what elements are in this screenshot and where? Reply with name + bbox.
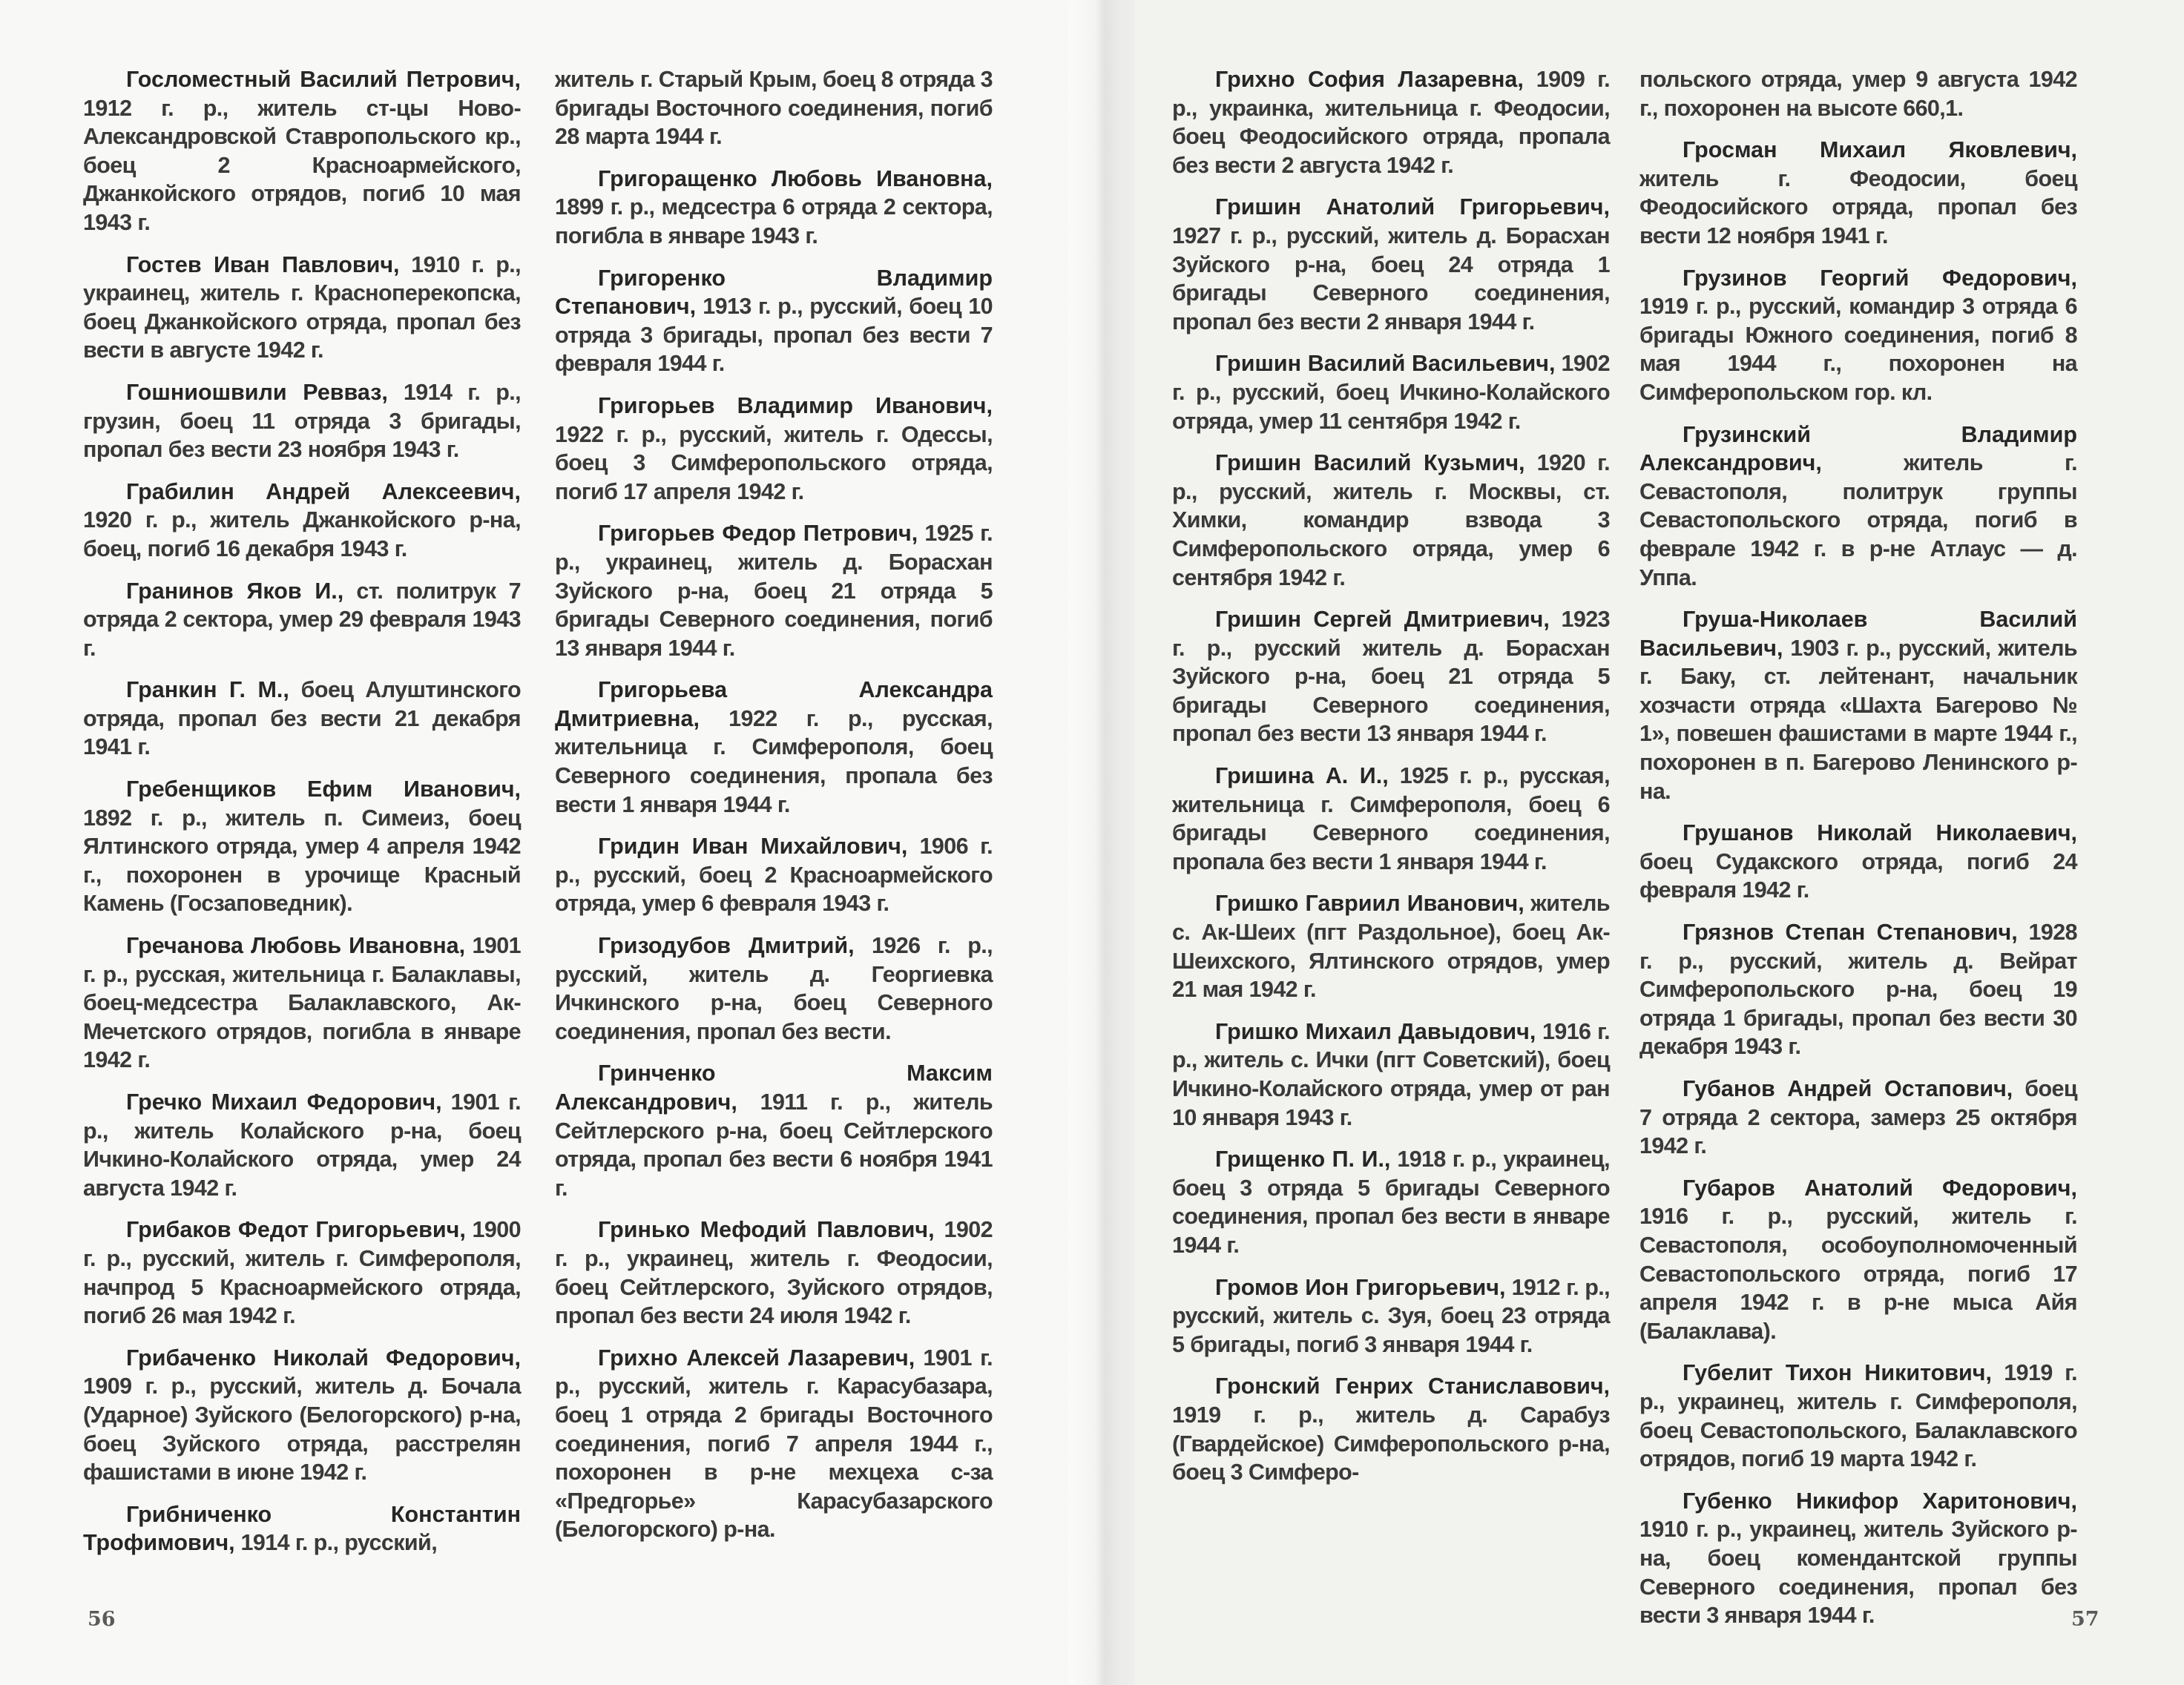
memorial-entry (83, 577, 521, 663)
memorial-entry (1172, 889, 1610, 1003)
entry-name: Гризодубов Дмитрий, (598, 933, 855, 959)
entry-text: 1900 г. р., русский, житель г. Симферополя, начпрод 5 Красноармейского отряда, погиб 26 мая 1942 г. (83, 1217, 521, 1329)
entry-name: Гросман Михаил Яковлевич, (1683, 137, 2077, 163)
memorial-entry (1639, 605, 2077, 805)
entry-text: 1901 г. р., житель Колайского р-на, боец Ичкино-Колайского отряда, умер 24 августа 1942 г. (83, 1089, 521, 1201)
entry-name: Губенко Никифор Харитонович, (1683, 1488, 2077, 1514)
memorial-entry (555, 1216, 993, 1330)
entry-name: Губаров Анатолий Федорович, (1683, 1175, 2077, 1201)
memorial-entry (555, 264, 993, 378)
entry-text: 1901 г. р., русский, житель г. Карасубазара, боец 1 отряда 2 бригады Восточного соединения, погиб 7 апреля 1944 г., похоронен в р-не мехцеха с-за «Предгорье» Карасубазарского (Белогорского) р-на. (555, 1345, 993, 1543)
entry-name: Грабилин Андрей Алексеевич, (126, 478, 521, 504)
entry-text: 1916 г. р., житель с. Ички (пгт Советский), боец Ичкино-Колайского отряда, умер от ран 10 января 1943 г. (1172, 1018, 1610, 1130)
memorial-entry (1639, 264, 2077, 407)
memorial-entry (83, 478, 521, 564)
entry-name: Грищенко П. И., (1215, 1147, 1391, 1173)
memorial-entry (1639, 918, 2077, 1061)
entry-text: 1911 г. р., житель Сейтлерского р-на, боец Сейтлерского отряда, пропал без вести 6 ноября 1941 г. (555, 1089, 993, 1201)
entry-text: 1902 г. р., русский, боец Ичкино-Колайского отряда, умер 11 сентября 1942 г. (1172, 351, 1610, 434)
entry-name: Григорьева Александра Дмитриевна, (555, 677, 993, 731)
memorial-entry (555, 931, 993, 1046)
memorial-entry (1172, 762, 1610, 876)
memorial-entry (83, 676, 521, 762)
entry-text: боец 7 отряда 2 сектора, замерз 25 октября 1942 г. (1639, 1076, 2077, 1159)
entry-name: Грушанов Николай Николаевич, (1683, 820, 2077, 846)
memorial-entry (1172, 65, 1610, 179)
entry-text: 1919 г. р., житель д. Сарабуз (Гвардейское) Симферопольского р-на, боец 3 Симферо- (1172, 1402, 1610, 1485)
memorial-entry (83, 1216, 521, 1330)
entry-name: Грихно София Лазаревна, (1215, 67, 1524, 92)
entry-text: польского отряда, умер 9 августа 1942 г., похоронен на высоте 660,1. (1639, 67, 2077, 121)
memorial-entry (83, 1500, 521, 1557)
memorial-entry (555, 676, 993, 819)
entry-text: 1912 г. р., житель ст-цы Ново-Александровской Ставропольского кр., боец 2 Красноармейского, Джанкойского отрядов, погиб 10 мая 1943 г. (83, 95, 521, 235)
entry-text: 1916 г. р., русский, житель г. Севастополя, особоуполномоченный Севастопольского отряда, погиб 17 апреля 1942 г. в р-не мыса Айя (Балаклава). (1639, 1204, 2077, 1344)
page-number-right: 57 (2071, 1608, 2099, 1631)
entry-text: житель с. Ак-Шеих (пгт Раздольное), боец Ак-Шеихского, Ялтинского отрядов, умер 21 мая 1942 г. (1172, 891, 1610, 1003)
entry-text: 1922 г. р., русский, житель г. Одессы, боец 3 Симферопольского отряда, погиб 17 апреля 1942 г. (555, 421, 993, 504)
entry-name: Гришин Сергей Дмитриевич, (1215, 607, 1550, 633)
entry-name: Грибаченко Николай Федорович, (126, 1345, 521, 1371)
entry-text: 1920 г. р., житель Джанкойского р-на, боец, погиб 16 декабря 1943 г. (83, 507, 521, 561)
entry-text: 1925 г. р., русская, жительница г. Симферополя, боец 6 бригады Северного соединения, пропала без вести 1 января 1944 г. (1172, 763, 1610, 874)
book-gutter (1068, 0, 1135, 1685)
memorial-entry (1639, 1359, 2077, 1473)
entry-name: Гостев Иван Павлович, (126, 251, 400, 277)
memorial-entry (83, 251, 521, 365)
entry-text: 1925 г. р., украинец, житель д. Борасхан Зуйского р-на, боец 21 отряда 5 бригады Северного соединения, погиб 13 января 1944 г. (555, 521, 993, 661)
entry-name: Грязнов Степан Степанович, (1683, 920, 2018, 946)
entry-name: Гречко Михаил Федорович, (126, 1089, 442, 1115)
memorial-entry (1172, 193, 1610, 336)
entry-name: Гречанова Любовь Ивановна, (126, 933, 466, 959)
entry-name: Григоращенко Любовь Ивановна, (598, 165, 993, 191)
entry-name: Госломестный Василий Петрович, (126, 67, 521, 92)
entry-name: Григорьев Владимир Иванович, (598, 392, 993, 418)
memorial-entry (1172, 1018, 1610, 1132)
memorial-entry (555, 1344, 993, 1544)
memorial-entry (1639, 136, 2077, 250)
entry-name: Гронский Генрих Станиславович, (1215, 1374, 1610, 1399)
memorial-entry (1172, 1145, 1610, 1259)
entry-text: 1923 г. р., русский житель д. Борасхан Зуйского р-на, боец 21 отряда 5 бригады Северного соединения, пропал без вести 13 января 1944 г. (1172, 607, 1610, 747)
memorial-entry (1639, 1075, 2077, 1161)
memorial-entry (555, 65, 993, 151)
entry-name: Гринченко Максим Александрович, (555, 1061, 993, 1115)
entry-text: 1901 г. р., русская, жительница г. Балаклавы, боец-медсестра Балаклавского, Ак-Мечетского отрядов, погибла в январе 1942 г. (83, 933, 521, 1073)
entry-text: боец Алуштинского отряда, пропал без вести 21 декабря 1941 г. (83, 677, 521, 760)
memorial-entry (555, 392, 993, 506)
entry-text: 1913 г. р., русский, боец 10 отряда 3 бригады, пропал без вести 7 февраля 1944 г. (555, 294, 993, 377)
entry-text: 1910 г. р., украинец, житель Зуйского р-на, боец комендантской группы Северного соединения, пропал без вести 3 января 1944 г. (1639, 1517, 2077, 1629)
memorial-entry (1172, 349, 1610, 435)
entry-name: Гранкин Г. М., (126, 677, 289, 703)
entry-name: Губелит Тихон Никитович, (1683, 1360, 1992, 1386)
entry-text: 1912 г. р., русский, житель с. Зуя, боец 23 отряда 5 бригады, погиб 3 января 1944 г. (1172, 1274, 1610, 1357)
entry-name: Григоренко Владимир Степанович, (555, 265, 993, 320)
entry-name: Груша-Николаев Василий Васильевич, (1639, 607, 2077, 661)
memorial-entry (1639, 65, 2077, 122)
column-3 (1172, 65, 1610, 1500)
entry-text: 1910 г. р., украинец, житель г. Красноперекопска, боец Джанкойского отряда, пропал без вести в августе 1942 г. (83, 251, 521, 363)
entry-text: 1906 г. р., русский, боец 2 Красноармейского отряда, умер 6 февраля 1943 г. (555, 834, 993, 917)
memorial-entry (1172, 1372, 1610, 1486)
entry-name: Грузинов Георгий Федорович, (1683, 265, 2077, 291)
entry-text: 1928 г. р., русский, житель д. Вейрат Симферопольского р-на, боец 19 отряда 1 бригады, пропал без вести 30 декабря 1943 г. (1639, 920, 2078, 1060)
entry-text: 1914 г. р., русский, (234, 1530, 438, 1556)
entry-name: Гранинов Яков И., (126, 578, 344, 604)
entry-text: 1920 г. р., русский, житель г. Москвы, ст. Химки, командир взвода 3 Симферопольского отряда, умер 6 сентября 1942 г. (1172, 450, 1610, 590)
memorial-entry (83, 1088, 521, 1202)
memorial-entry (1172, 449, 1610, 592)
entry-text: боец Судакского отряда, погиб 24 февраля 1942 г. (1639, 848, 2077, 903)
column-4 (1639, 65, 2077, 1643)
entry-text: 1902 г. р., украинец, житель г. Феодосии, боец Сейтлерского, Зуйского отрядов, пропал без вести 24 июля 1942 г. (555, 1217, 993, 1329)
page-number-left: 56 (88, 1608, 116, 1631)
entry-text: житель г. Севастополя, политрук группы Севастопольского отряда, погиб в феврале 1942 г. в р-не Атлаус — д. Уппа. (1639, 450, 2077, 590)
entry-text: 1918 г. р., украинец, боец 3 отряда 5 бригады Северного соединения, пропал без вести в январе 1944 г. (1172, 1147, 1610, 1258)
entry-name: Гринько Мефодий Павлович, (598, 1217, 935, 1243)
entry-name: Гришина А. И., (1215, 763, 1389, 789)
entry-text: 1919 г. р., русский, командир 3 отряда 6 бригады Южного соединения, погиб 8 мая 1944 г., похоронен на Симферопольском гор. кл. (1639, 294, 2077, 405)
entry-text: 1922 г. р., русская, жительница г. Симферополя, боец Северного соединения, пропала без вести 1 января 1944 г. (555, 705, 993, 817)
entry-name: Гребенщиков Ефим Иванович, (126, 776, 521, 802)
entry-name: Гришко Гавриил Иванович, (1215, 891, 1524, 917)
entry-name: Губанов Андрей Остапович, (1683, 1076, 2013, 1101)
column-2 (555, 65, 993, 1557)
memorial-entry (1172, 605, 1610, 748)
entry-text: житель г. Старый Крым, боец 8 отряда 3 бригады Восточного соединения, погиб 28 марта 1944 г. (555, 67, 993, 150)
entry-text: житель г. Феодосии, боец Феодосийского отряда, пропал без вести 12 ноября 1941 г. (1639, 165, 2077, 248)
entry-name: Гришин Василий Васильевич, (1215, 351, 1556, 377)
memorial-entry (555, 165, 993, 251)
entry-text: 1914 г. р., грузин, боец 11 отряда 3 бригады, пропал без вести 23 ноября 1943 г. (83, 379, 521, 463)
memorial-entry (83, 775, 521, 918)
entry-name: Гридин Иван Михайлович, (598, 834, 908, 860)
entry-text: 1926 г. р., русский, житель д. Георгиевка Ичкинского р-на, боец Северного соединения, пропал без вести. (555, 933, 993, 1044)
entry-text: 1892 г. р., житель п. Симеиз, боец Ялтинского отряда, умер 4 апреля 1942 г., похоронен в урочище Красный Камень (Госзаповедник). (83, 805, 521, 917)
entry-name: Грибаков Федот Григорьевич, (126, 1217, 466, 1243)
memorial-entry (83, 65, 521, 237)
memorial-entry (555, 1059, 993, 1202)
entry-name: Грибниченко Константин Трофимович, (83, 1501, 521, 1556)
entry-name: Гришин Анатолий Григорьевич, (1215, 194, 1610, 220)
entry-name: Гошниошвили Ревваз, (126, 379, 388, 405)
memorial-entry (1639, 421, 2077, 593)
entry-text: 1919 г. р., украинец, житель г. Симферополя, боец Севастопольского, Балаклавского отрядов, погиб 19 марта 1942 г. (1639, 1360, 2078, 1472)
memorial-entry (1639, 1487, 2077, 1630)
memorial-entry (555, 519, 993, 662)
memorial-entry (1639, 1174, 2077, 1346)
memorial-entry (83, 1344, 521, 1487)
memorial-entry (83, 378, 521, 464)
entry-name: Грихно Алексей Лазаревич, (598, 1345, 915, 1371)
column-1 (83, 65, 521, 1571)
memorial-entry (83, 931, 521, 1075)
entry-text: 1909 г. р., украинка, жительница г. Феодосии, боец Феодосийского отряда, пропала без вести 2 августа 1942 г. (1172, 67, 1610, 178)
memorial-entry (1172, 1273, 1610, 1359)
entry-name: Гришко Михаил Давыдович, (1215, 1018, 1536, 1044)
entry-name: Грузинский Владимир Александрович, (1639, 421, 2077, 476)
entry-text: ст. политрук 7 отряда 2 сектора, умер 29 февраля 1943 г. (83, 578, 521, 661)
entry-text: 1903 г. р., русский, житель г. Баку, ст. лейтенант, начальник хозчасти отряда «Шахта Багерово № 1», повешен фашистами в марте 1944 г., похоронен в п. Багерово Ленинского р-на. (1639, 635, 2077, 804)
memorial-entry (1639, 819, 2077, 905)
entry-text: 1899 г. р., медсестра 6 отряда 2 сектора, погибла в январе 1943 г. (555, 194, 993, 248)
entry-text: 1909 г. р., русский, житель д. Бочала (Ударное) Зуйского (Белогорского) р-на, боец Зуйского отряда, расстрелян фашистами в июне 1942 г. (83, 1374, 521, 1485)
entry-text: 1927 г. р., русский, житель д. Борасхан Зуйского р-на, боец 24 отряда 1 бригады Северного соединения, пропал без вести 2 января 1944 г. (1172, 222, 1610, 334)
entry-name: Громов Ион Григорьевич, (1215, 1274, 1506, 1300)
memorial-entry (555, 832, 993, 918)
entry-name: Гришин Василий Кузьмич, (1215, 450, 1525, 476)
entry-name: Григорьев Федор Петрович, (598, 521, 918, 547)
